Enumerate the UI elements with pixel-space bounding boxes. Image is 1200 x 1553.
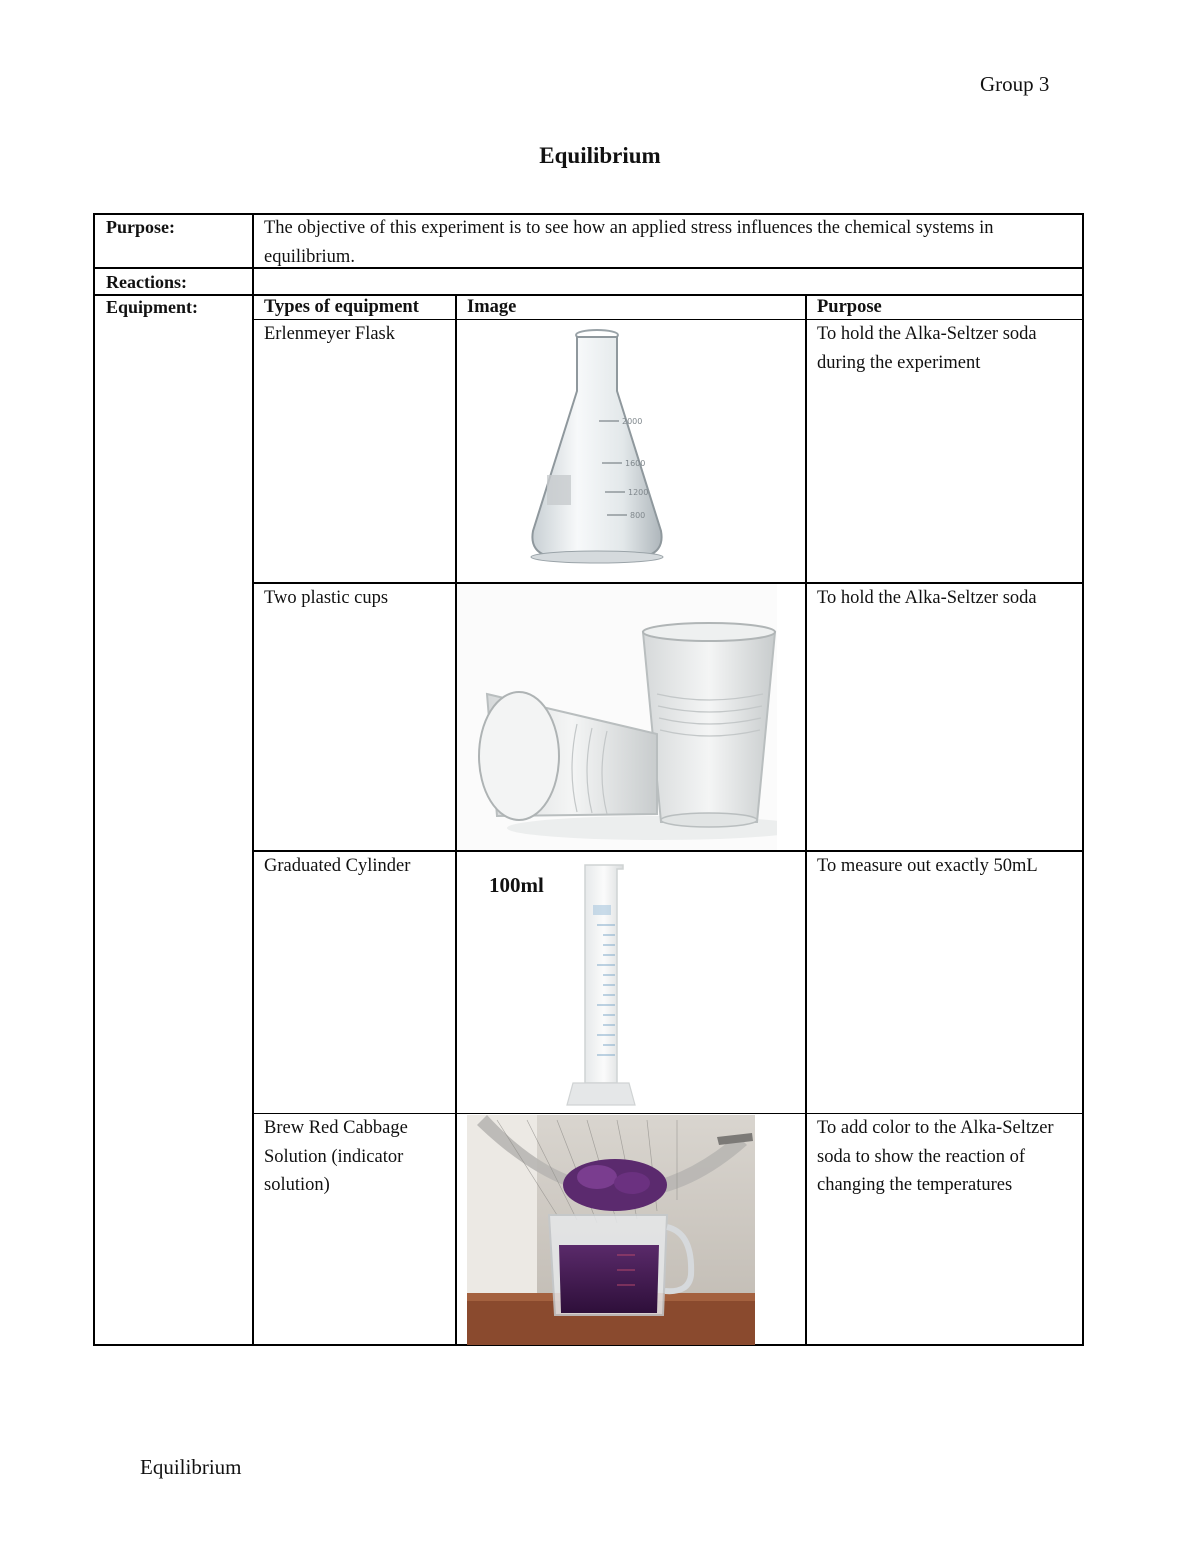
purpose-label: Purpose: (106, 217, 175, 237)
svg-text:1600: 1600 (625, 459, 646, 468)
column-header-purpose: Purpose (817, 297, 882, 317)
cylinder-caption: 100ml (489, 873, 544, 897)
svg-text:2000: 2000 (622, 417, 643, 426)
table-divider (252, 213, 254, 1346)
reactions-label: Reactions: (106, 272, 187, 292)
equipment-purpose: To hold the Alka-Seltzer soda (817, 588, 1037, 608)
equipment-purpose: To add color to the Alka-Seltzer soda to show the reaction of changing the temperatures (817, 1118, 1054, 1195)
plastic-cups-photo (457, 584, 777, 850)
footer-text: Equilibrium (140, 1455, 242, 1479)
equipment-type: Brew Red Cabbage Solution (indicator solution) (264, 1118, 408, 1195)
graduated-cylinder-photo (457, 853, 805, 1113)
equipment-purpose: To measure out exactly 50mL (817, 856, 1038, 876)
equipment-type: Erlenmeyer Flask (264, 324, 395, 344)
equipment-type: Graduated Cylinder (264, 856, 411, 876)
table-divider (93, 294, 1084, 296)
column-header-type: Types of equipment (264, 297, 419, 317)
equipment-purpose: To hold the Alka-Seltzer soda during the experiment (817, 324, 1037, 373)
group-label: Group 3 (980, 72, 1050, 96)
purpose-text: The objective of this experiment is to see how an applied stress influences the chemical systems in equilibrium. (264, 218, 994, 267)
equipment-label: Equipment: (106, 297, 199, 317)
column-header-image: Image (467, 297, 517, 317)
table-divider (805, 295, 807, 1346)
svg-text:800: 800 (630, 511, 646, 520)
document-title: Equilibrium (539, 143, 661, 168)
red-cabbage-solution-photo (467, 1115, 755, 1345)
svg-text:1200: 1200 (628, 488, 649, 497)
erlenmeyer-flask-photo (457, 321, 805, 582)
equipment-type: Two plastic cups (264, 588, 389, 608)
